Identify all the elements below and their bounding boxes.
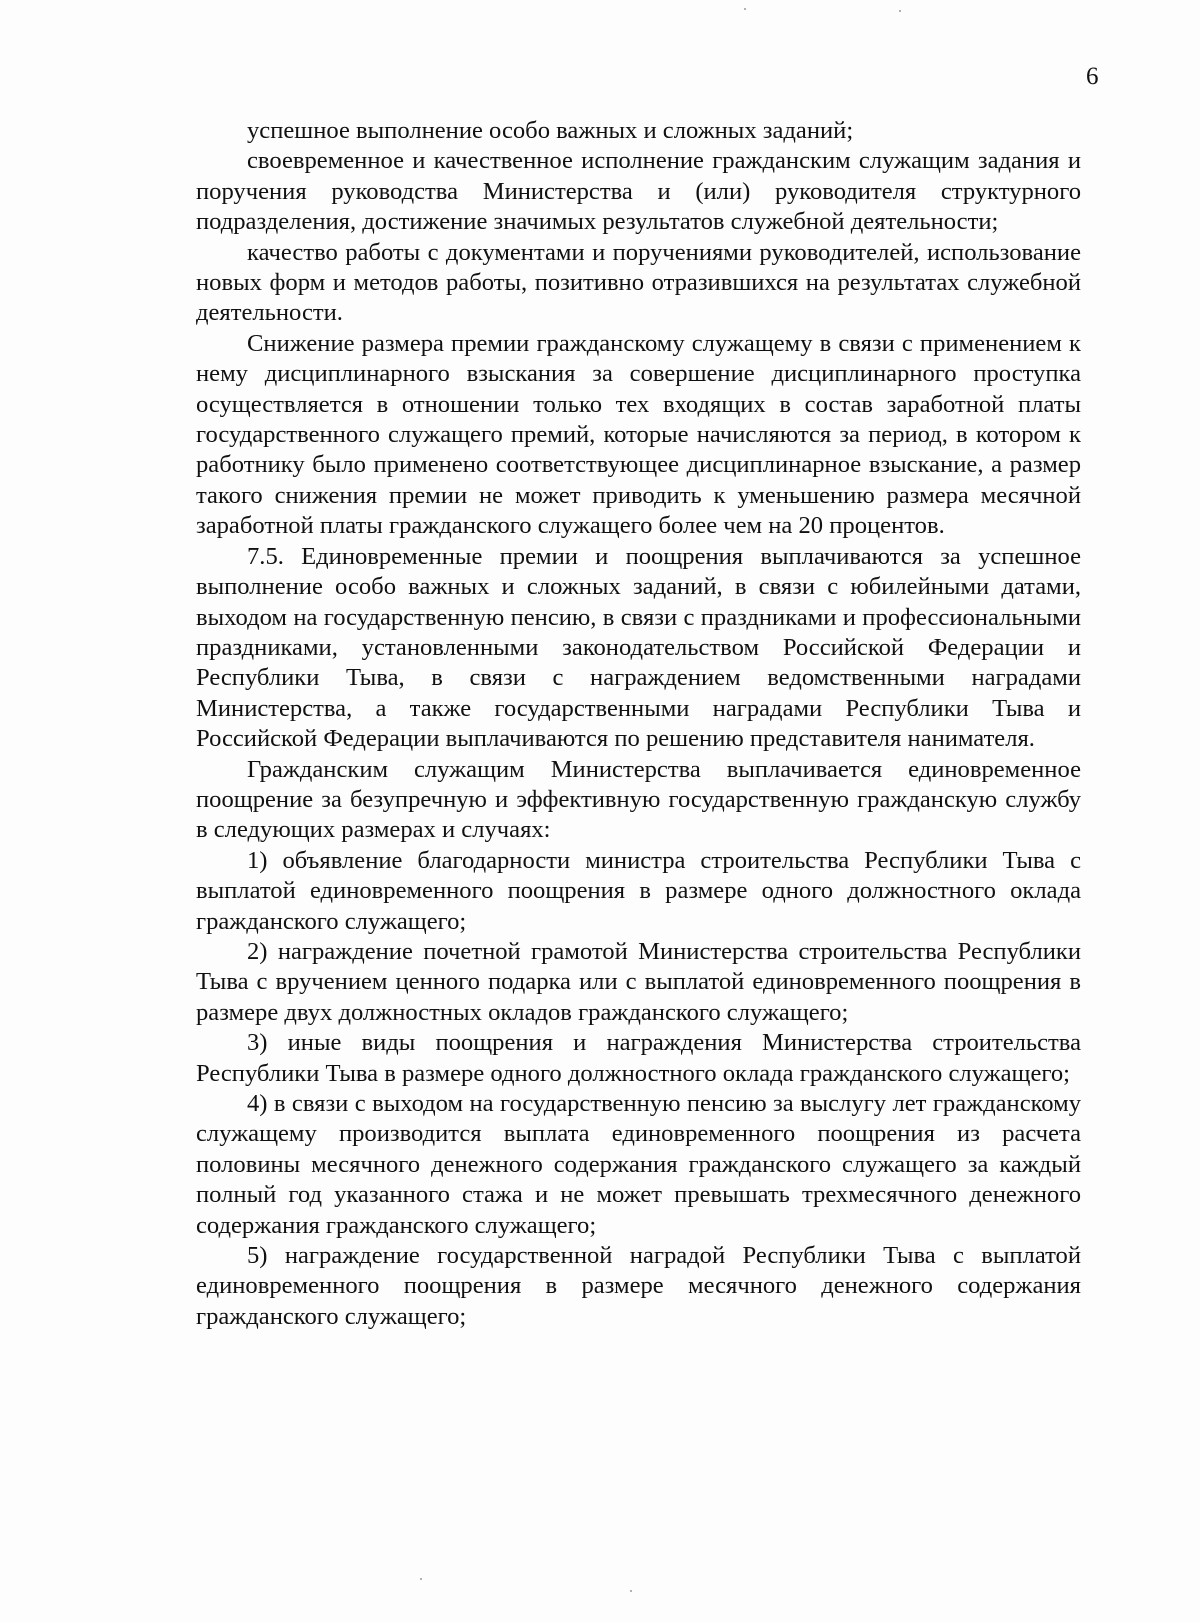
paragraph-criterion-important-tasks: успешное выполнение особо важных и сложных заданий; xyxy=(247,117,854,144)
paragraph-criterion-timely-execution: своевременное и качественное исполнение гражданским служащим задания и поручения руководства Министерства и (или) руководителя структурного подразделения, достижение значимых результатов служебной деятельности; xyxy=(196,147,1081,236)
scan-speck xyxy=(630,1590,632,1592)
paragraph-criterion-document-quality: качество работы с документами и поручениями руководителей, использование новых форм и методов работы, позитивно отразившихся на результатах служебной деятельности. xyxy=(196,238,1081,327)
paragraph-bonus-reduction: Снижение размера премии гражданскому служащему в связи с применением к нему дисциплинарного взыскания за совершение дисциплинарного проступка осуществляется в отношении только тех входящих в состав заработной платы государственного служащего премий, которые начисляются за период, в котором к работнику было применено соответствующее дисциплинарное взыскание, а размер такого снижения премии не может приводить к уменьшению размера месячной заработной платы гражданского служащего более чем на 20 процентов. xyxy=(196,329,1081,540)
page-number: 6 xyxy=(1086,63,1099,90)
list-item-2: 2) награждение почетной грамотой Министерства строительства Республики Тыва с вручением ценного подарка или с выплатой единовременного поощрения в размере двух должностных окладов гражданского служащего; xyxy=(196,937,1081,1026)
paragraph-section-7-5: 7.5. Единовременные премии и поощрения выплачиваются за успешное выполнение особо важных и сложных заданий, в связи с юбилейными датами, выходом на государственную пенсию, в связи с праздниками и профессиональными праздниками, установленными законодательством Российской Федерации и Республики Тыва, в связи с награждением ведомственными наградами Министерства, а также государственными наградами Республики Тыва и Российской Федерации выплачиваются по решению представителя нанимателя. xyxy=(196,542,1081,753)
list-item-1: 1) объявление благодарности министра строительства Республики Тыва с выплатой единовременного поощрения в размере одного должностного оклада гражданского служащего; xyxy=(196,846,1081,935)
paragraph-one-time-incentive-intro: Гражданским служащим Министерства выплачивается единовременное поощрение за безупречную и эффективную государственную гражданскую службу в следующих размерах и случаях: xyxy=(196,755,1081,844)
scan-speck xyxy=(899,10,901,12)
list-item-5: 5) награждение государственной наградой Республики Тыва с выплатой единовременного поощрения в размере месячного денежного содержания гражданского служащего; xyxy=(196,1242,1081,1330)
document-body xyxy=(196,116,1081,1332)
scan-speck xyxy=(420,1578,422,1580)
list-item-3: 3) иные виды поощрения и награждения Министерства строительства Республики Тыва в размере одного должностного оклада гражданского служащего; xyxy=(196,1029,1081,1087)
list-item-4: 4) в связи с выходом на государственную пенсию за выслугу лет гражданскому служащему производится выплата единовременного поощрения из расчета половины месячного денежного содержания гражданского служащего за каждый полный год указанного стажа и не может превышать трехмесячного денежного содержания гражданского служащего; xyxy=(196,1090,1081,1239)
scan-speck xyxy=(744,8,746,10)
